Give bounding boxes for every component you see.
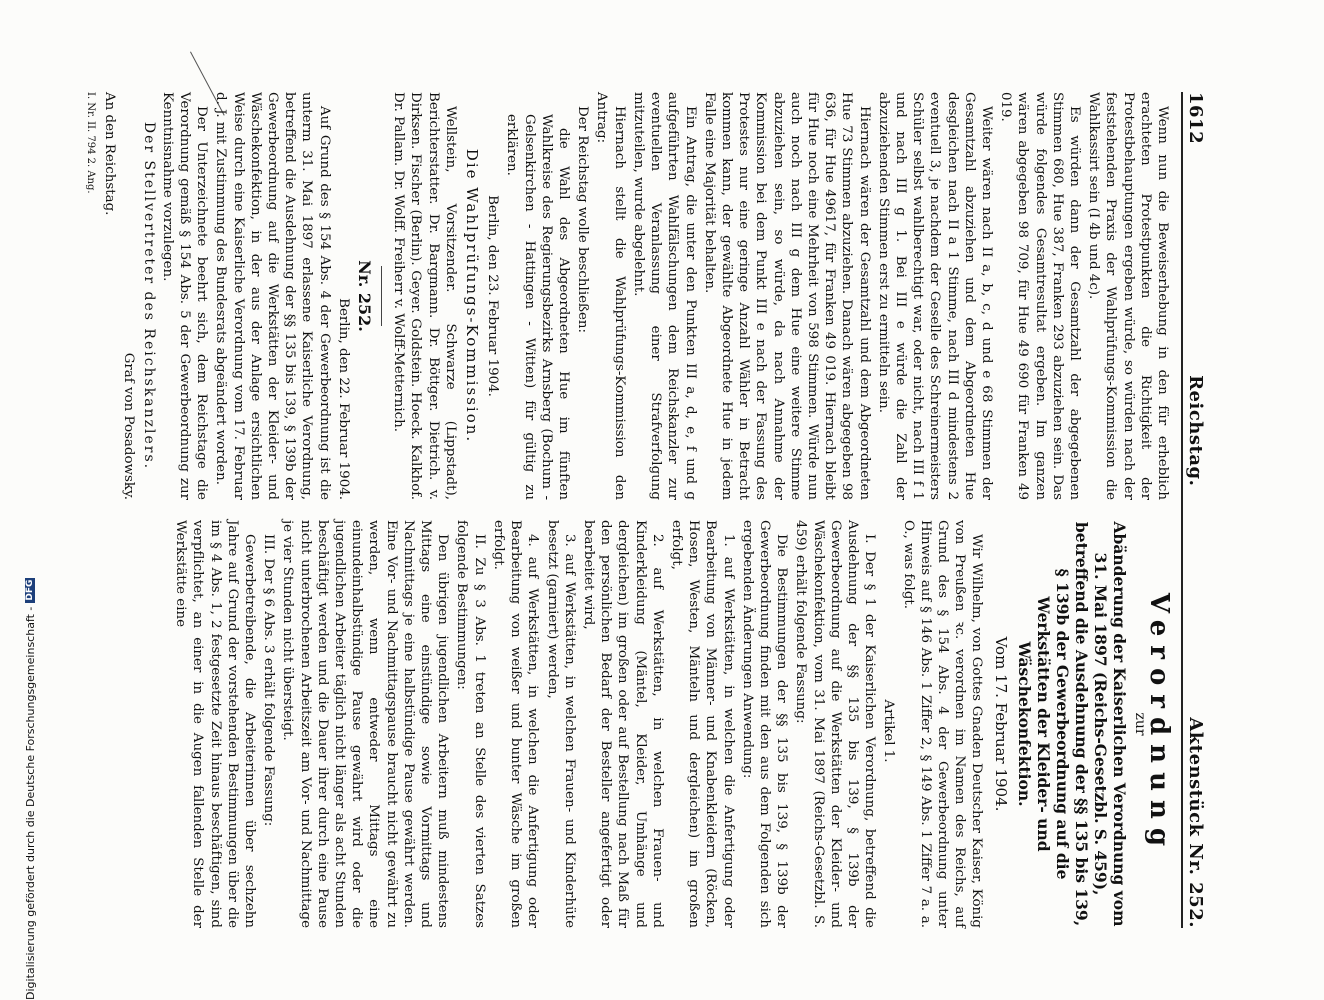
- list-item: 4. auf Werkstätten, in welchen die Anfertigung oder Bearbeitung von weißer und bunter Wäsche im großen erfolgt.: [490, 520, 541, 928]
- paragraph: II. Zu § 3 Abs. 1 treten an Stelle des vierten Satzes folgende Bestimmungen:: [454, 520, 487, 928]
- document-page: [48, 0, 1324, 1000]
- preamble: Wir Wilhelm, von Gottes Gnaden Deutscher Kaiser, König von Preußen ꝛc. verordnen im Namen des Reichs, auf Grund des § 154 Abs. 4 der Gewerbeordnung unter Hinweis auf § 146 Abs. 1 Ziffer 2, § 149 Abs. 1 Ziffer 7 a. a. O., was folgt.: [900, 520, 985, 928]
- paragraph: Gewerbetreibende, die Arbeiterinnen über sechzehn Jahre auf Grund der vorstehenden Bestimmungen über die im § 4 Abs. 1, 2 festgesetzte Zeit hinaus beschäftigen, sind verpflichtet, an einer in die Augen fallenden Stelle der Werkstätte eine: [173, 520, 258, 928]
- running-header: [1181, 92, 1206, 928]
- paragraph: Die Bestimmungen der §§ 135 bis 139, § 139b der Gewerbeordnung finden mit den aus dem Folgenden sich ergebenden Änderungen Anwendung:: [739, 520, 790, 928]
- divider: [381, 266, 382, 326]
- list-item: 2. auf Werkstätten, in welchen Frauen- und Kinderkleidung (Mäntel, Kleider, Umhänge und dergleichen) im großen oder auf Bestellung nach Maß für den persönlichen Bedarf der Besteller angefertigt oder bearbeitet wird,: [580, 520, 665, 928]
- paragraph: Ein Antrag, die unter den Punkten III a, d, e, f und g aufgeführten Wahlfälschungen dem Reichskanzler zur eventuellen Veranlassung einer Strafverfolgung mitzuteilen, wurde abgelehnt.: [630, 92, 698, 500]
- addressee: An den Reichstag.: [102, 92, 118, 216]
- digitization-credit: [6, 0, 37, 1000]
- paragraph: Weiter wären nach II a, b, c, d und e 68 Stimmen der Gesamtzahl abzuziehen und dem Abgeordneten Hue desgleichen nach II a 1 Stimme, nach III d mindestens 2 eventuell 3, je nachdem der Geselle des Schreinermeisters Schüler selbst wahlberechtigt war, oder nicht, nach III f 1 und nach III g 1. Bei III e würde die Zahl der abzuziehenden Stimmen erst zu ermitteln sein.: [875, 92, 994, 500]
- paragraph: I. Der § 1 der Kaiserlichen Verordnung, betreffend die Ausdehnung der §§ 135 bis 139, § 139b der Gewerbeordnung auf die Werkstätten der Kleider- und Wäschekonfektion, vom 31. Mai 1897 (Reichs-Gesetzbl. S. 459) erhält folgende Fassung:: [793, 520, 878, 928]
- paragraph: Der Unterzeichnete beehrt sich, dem Reichstage die Verordnung gemäß § 154 Abs. 5 der Gewerbeordnung zur Kenntnisnahme vorzulegen.: [159, 92, 210, 500]
- paragraph-motion: die Wahl des Abgeordneten Hue im fünften Wahlkreise des Regierungsbezirks Arnsberg (Bochum - Gelsenkirchen - Hattingen - Witten) für gültig zu erklären.: [504, 114, 572, 500]
- signatory-title: Der Stellvertreter des Reichskanzlers.: [140, 121, 157, 471]
- title-zur: zur: [1131, 712, 1148, 736]
- paragraph: Wenn nun die Beweiserhebung in den für erheblich erachteten Protestpunkten die Richtigkeit der Protestbehauptungen ergeben würde, so würden nach der feststehenden Praxis der Wahlprüfungs-Kommission die Wahlkassirt sein (I 4b und 4c).: [1086, 92, 1170, 500]
- right-column: [80, 520, 1174, 928]
- date-line: Berlin, den 23. Februar 1904.: [485, 195, 501, 397]
- dfg-logo: DFG: [25, 579, 35, 601]
- paragraph: Der Reichstag wolle beschließen:: [575, 106, 591, 334]
- paragraph: Es würden dann der Gesamtzahl der abgegebenen Stimmen 680, Hue 387, Franken 293 abzuziehen sein. Das würde folgendes Gesamtresultat ergeben. Im ganzen wären abgegeben 98 709, für Hue 49 690 für Franken 49 019.: [998, 92, 1082, 500]
- header-right: Aktenstück Nr. 252.: [1185, 717, 1206, 928]
- list-item: 1. auf Werkstätten, in welchen die Anfertigung oder Bearbeitung von Männer- und Knabenkleidern (Röcken, Hosen, Westen, Mänteln und dergleichen) im großen erfolgt,: [668, 520, 736, 928]
- commission-title: Die Wahlprüfungs-Kommission.: [463, 148, 482, 444]
- member-list: Wellstein, Vorsitzender. Schwarze (Lippstadt), Berichterstatter. Dr. Bargmann. Dr. Böttger. Dietrich. v. Dirksen. Fischer (Berlin). Geyer. Goldstein. Hoeck. Kalkhof. Dr. Pallam. Dr. Wolff. Freiherr v. Wolff-Metternich.: [391, 92, 458, 500]
- document-title: Verordnung: [1144, 592, 1174, 856]
- header-center: Reichstag.: [1185, 375, 1206, 487]
- rotated-page-content: [48, 0, 1324, 1000]
- document-number: Nr. 252.: [355, 260, 375, 332]
- article-heading: Artikel 1.: [881, 699, 897, 763]
- credit-text: Digitalisierung gefördert durch die Deutsche Forschungsgemeinschaft -: [23, 606, 37, 1000]
- left-column: [80, 92, 1171, 500]
- ordinance-date: Vom 17. Februar 1904.: [991, 636, 1010, 812]
- reference-number: I. Nr. II. 794 2. Ang.: [85, 92, 97, 194]
- page-number: 1612: [1185, 92, 1206, 145]
- paragraph: Hiernach wären der Gesamtzahl und dem Abgeordneten Hue 73 Stimmen abzuziehen. Danach wären abgegeben 98 636, für Hue 49617, für Franken 49 019. Hiernach bleibt für Hue noch eine Mehrheit von 598 Stimmen. Würde nun auch noch nach III g dem Hue eine weitere Stimme abzuziehen sein, so würde, da nach Annahme der Kommission bei dem Punkt III e nach der Fassung des Protestes nur eine geringe Anzahl Wähler in Betracht kommen kann, der gewählte Abgeordnete Hue in jedem Falle eine Majorität behalten.: [701, 92, 872, 500]
- paragraph: III. Der § 6 Abs. 3 erhält folgende Fassung:: [261, 534, 277, 827]
- date-line: Berlin, den 22. Februar 1904.: [335, 298, 351, 500]
- ordinance-heading: Abänderung der Kaiserlichen Verordnung vom 31. Mai 1897 (Reichs-Gesetzbl. S. 459), betreffend die Ausdehnung der §§ 135 bis 139, § 139b der Gewerbeordnung auf die Werkstätten der Kleider- und Wäschekonfektion.: [1014, 521, 1129, 927]
- paragraph: Hiernach stellt die Wahlprüfungs-Kommission den Antrag:: [594, 92, 627, 500]
- paragraph: Den übrigen jugendlichen Arbeitern muß mindestens Mittags eine einstündige sowie Vormittags und Nachmittags je eine halbstündige Pause gewährt werden. Eine Vor- und Nachmittagspause braucht nicht gewährt zu werden, wenn entweder Mittags eine einundeinhalbstündige Pause gewährt wird oder die jugendlichen Arbeiter täglich nicht länger als acht Stunden beschäftigt werden und die Dauer ihrer durch eine Pause nicht unterbrochenen Arbeitszeit am Vor- und Nachmittage je vier Stunden nicht übersteigt.: [280, 520, 451, 928]
- paragraph: Auf Grund des § 154 Abs. 4 der Gewerbeordnung ist die unterm 31. Mai 1897 erlassene Kaiserliche Verordnung, betreffend die Ausdehnung der §§ 135 bis 139, § 139b der Gewerbeordnung auf die Werkstätten der Kleider- und Wäschekonfektion, in der aus der Anlage ersichtlichen Weise durch eine Kaiserliche Verordnung vom 17. Februar d. J. mit Zustimmung des Bundesrats abgeändert worden.: [213, 92, 332, 500]
- signatory-name: Graf von Posadowsky.: [121, 352, 137, 500]
- list-item: 3. auf Werkstätten, in welchen Frauen- und Kinderhüte besetzt (garniert) werden,: [544, 520, 577, 928]
